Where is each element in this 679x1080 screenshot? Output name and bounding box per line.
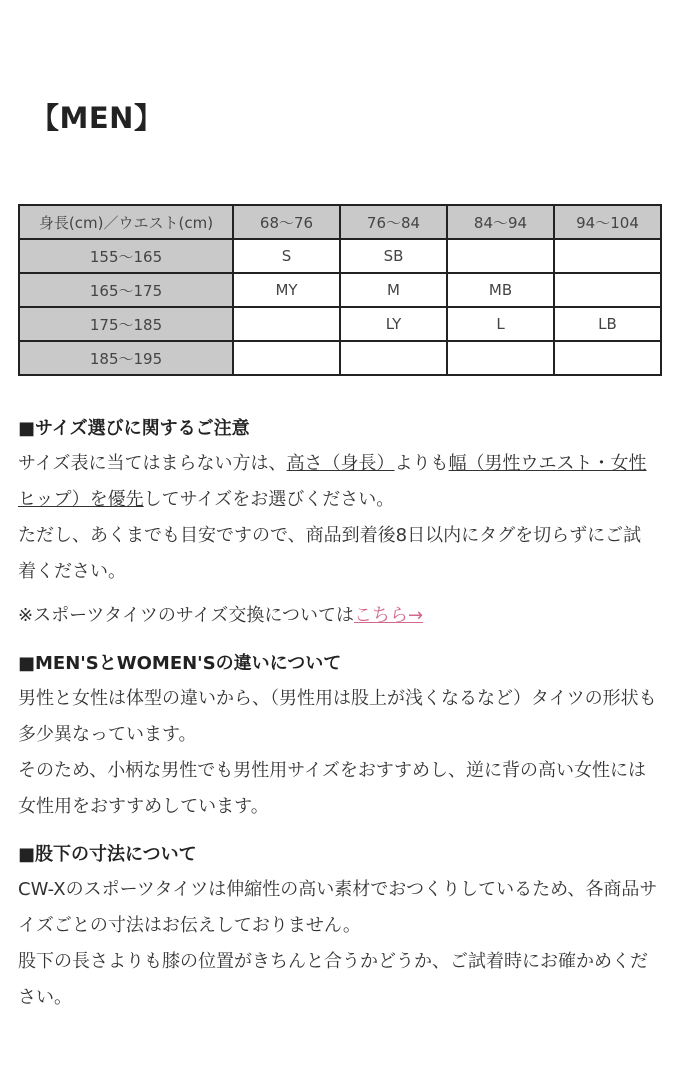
inseam-paragraph: 股下の長さよりも膝の位置がきちんと合うかどうか、ご試着時にお確かめください。 bbox=[18, 951, 648, 1008]
difference-paragraph: そのため、小柄な男性でも男性用サイズをおすすめし、逆に背の高い女性には女性用をおすすめしています。 bbox=[18, 760, 647, 817]
row-header-height: 155〜165 bbox=[19, 239, 233, 273]
table-row bbox=[19, 341, 661, 375]
row-header-height: 185〜195 bbox=[19, 341, 233, 375]
header-cell-waist: 94〜104 bbox=[554, 205, 661, 239]
size-cell bbox=[233, 341, 340, 375]
size-notice-heading: ■サイズ選びに関するご注意 bbox=[18, 418, 250, 439]
table-row bbox=[19, 239, 661, 273]
difference-paragraph: 男性と女性は体型の違いから、（男性用は股上が浅くなるなど）タイツの形状も多少異なっています。 bbox=[18, 688, 657, 745]
notice-text: してサイズをお選びください。 bbox=[143, 489, 395, 510]
header-cell-waist: 76〜84 bbox=[340, 205, 447, 239]
size-cell: MY bbox=[233, 273, 340, 307]
row-header-height: 175〜185 bbox=[19, 307, 233, 341]
exchange-text: ※スポーツタイツのサイズ交換については bbox=[18, 605, 355, 626]
size-notice-paragraph bbox=[18, 446, 658, 518]
size-cell: L bbox=[447, 307, 554, 341]
size-cell: LB bbox=[554, 307, 661, 341]
size-cell bbox=[340, 341, 447, 375]
size-cell bbox=[447, 239, 554, 273]
size-cell bbox=[554, 239, 661, 273]
page-title: 【MEN】 bbox=[30, 101, 164, 135]
table-header-row bbox=[19, 205, 661, 239]
notice-text: よりも bbox=[394, 453, 449, 474]
size-cell bbox=[447, 341, 554, 375]
table-row bbox=[19, 273, 661, 307]
exchange-note bbox=[18, 598, 658, 634]
size-chart-table bbox=[18, 204, 662, 376]
row-header-height: 165〜175 bbox=[19, 273, 233, 307]
header-cell-height-waist: 身長(cm)／ウエスト(cm) bbox=[19, 205, 233, 239]
underlined-height-text: 高さ（身長） bbox=[286, 453, 395, 474]
size-cell: LY bbox=[340, 307, 447, 341]
trial-notice-paragraph: ただし、あくまでも目安ですので、商品到着後8日以内にタグを切らずにご試着ください。 bbox=[18, 525, 642, 582]
inseam-paragraph: CW-Xのスポーツタイツは伸縮性の高い素材でおつくりしているため、各商品サイズごとの寸法はお伝えしておりません。 bbox=[18, 879, 658, 936]
header-cell-waist: 84〜94 bbox=[447, 205, 554, 239]
notes-section bbox=[18, 412, 658, 1016]
size-cell: SB bbox=[340, 239, 447, 273]
header-cell-waist: 68〜76 bbox=[233, 205, 340, 239]
notice-text: サイズ表に当てはまらない方は、 bbox=[18, 453, 287, 474]
size-cell bbox=[233, 307, 340, 341]
size-cell: MB bbox=[447, 273, 554, 307]
underlined-width-priority-text: 幅（男性ウエスト・女性ヒップ）を優先 bbox=[18, 453, 647, 510]
size-cell: M bbox=[340, 273, 447, 307]
size-cell: S bbox=[233, 239, 340, 273]
inseam-heading: ■股下の寸法について bbox=[18, 844, 197, 865]
size-cell bbox=[554, 273, 661, 307]
size-cell bbox=[554, 341, 661, 375]
table-row bbox=[19, 307, 661, 341]
difference-heading: ■MEN'SとWOMEN'Sの違いについて bbox=[18, 653, 342, 674]
exchange-link[interactable]: こちら→ bbox=[354, 605, 424, 626]
